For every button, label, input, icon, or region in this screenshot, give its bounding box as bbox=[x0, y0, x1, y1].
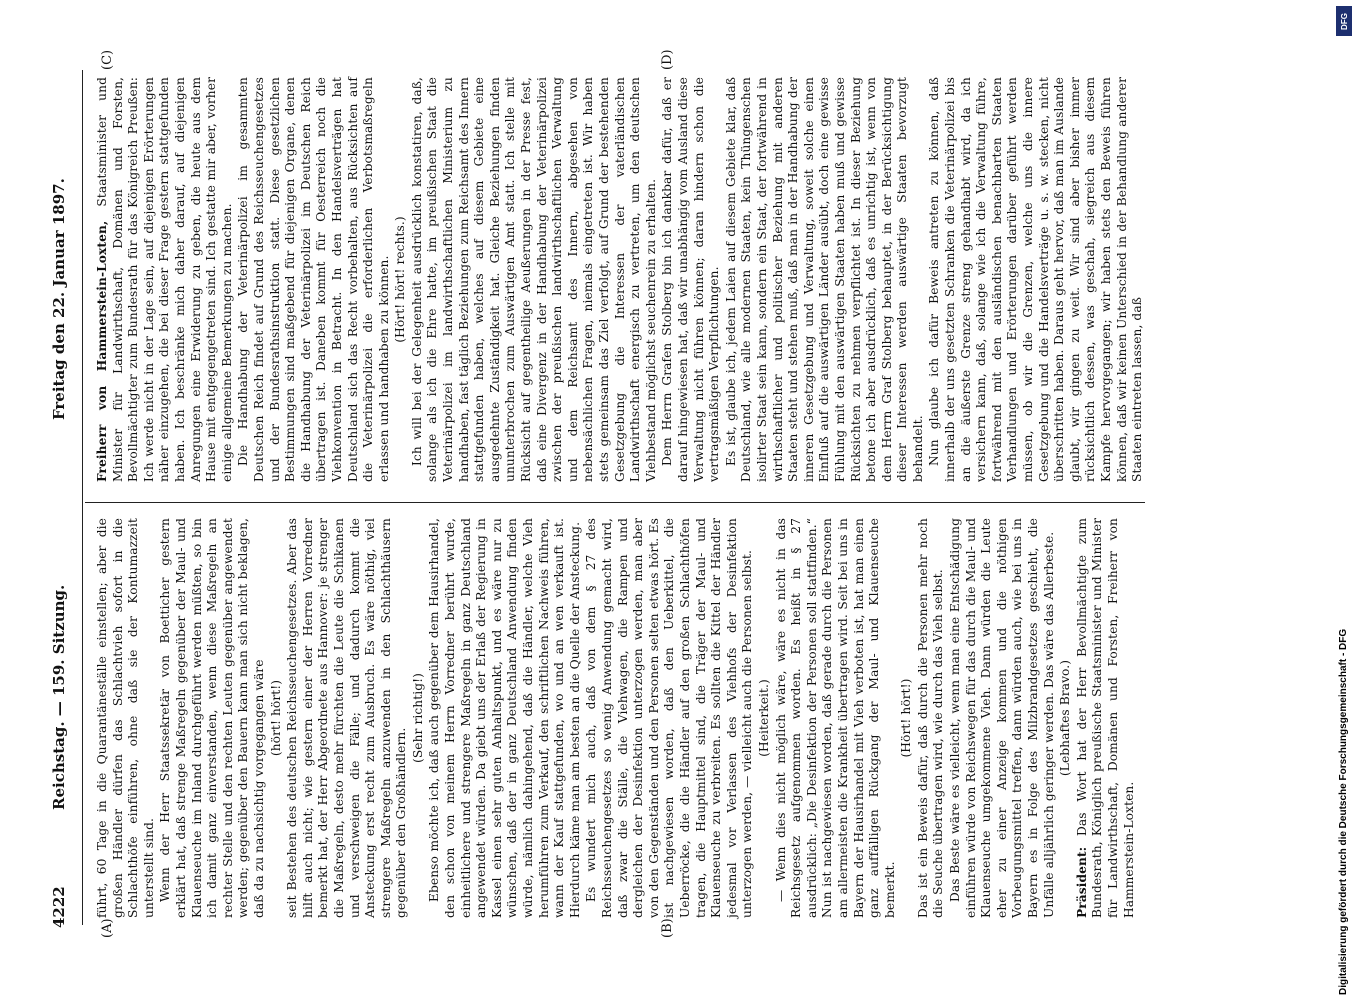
paragraph: Wenn der Herr Staatssekretär von Boetticher gestern erklärt hat, daß strenge Maßregeln gegenüber der Maul- und Klauenseuche im Inland durchgeführt werden müßten, so bin ich damit ganz einverstanden, wenn diese Maßregeln an rechter Stelle und den rechten Leuten gegenüber angewendet werden; gegenüber den Bauern kann man sich nicht beklagen, daß da zu nachsichtig vorgegangen wäre bbox=[158, 518, 266, 918]
speech-text: Das Wort hat der Herr Bevollmächtigte zum Bundesrath, Königlich preußische Staatsminister und Minister für Landwirthschaft, Domänen und Forsten, Freiherr von Hammerstein-Loxten. bbox=[1074, 518, 1136, 918]
paragraph: seit Bestehen des deutschen Reichsseuchengesetzes. Aber das hilft auch nicht; wie gestern einer der Herren Vorredner bemerkt hat, der Herr Abgeordnete aus Hannover: je strenger die Maßregeln, desto mehr fürchten die Leute die Schikanen und verschweigen die Fälle; und dadurch kommt die Ansteckung erst recht zum Ausbruch. Es wäre nöthig, viel strengere Maßregeln anzuwenden in den Schlachthäusern gegenüber den Großhändlern. bbox=[285, 518, 409, 918]
dfg-logo-text: DFG bbox=[1339, 12, 1349, 30]
page-header bbox=[40, 60, 80, 940]
margin-marker-a: (A) bbox=[100, 918, 115, 938]
header-left-title: Reichstag. — 159. Sitzung. bbox=[50, 584, 68, 810]
digitization-footer bbox=[1338, 10, 1352, 995]
paragraph: Ich will bei der Gelegenheit ausdrücklich konstatiren, daß, solange als ich die Ehre hatte, im preußischen Staat die Veterinärpolizei im landwirthschaftlichen Ministerium zu handhaben, fast täglich Beziehungen zum Reichsamt des Innern stattgefunden haben, welches auf diesem Gebiete eine ausgedehnte Zuständigkeit hat. Gleiche Beziehungen finden ununterbrochen zum Auswärtigen Amt statt. Ich stelle mit Rücksicht auf gegentheilige Aeußerungen in der Presse fest, daß eine Divergenz in der Handhabung der Veterinärpolizei zwischen der preußischen landwirthschaftlichen Verwaltung und dem Reichsamt des Innern, abgesehen von nebensächlichen Fragen, niemals eingetreten ist. Wir haben stets gemeinsam das Ziel verfolgt, auf Grund der bestehenden Gesetzgebung die Interessen der vaterländischen Landwirthschaft energisch zu vertreten, um den deutschen Viehbestand möglichst seuchenrein zu erhalten. bbox=[409, 77, 658, 482]
paragraph: (Hört! hört! rechts.) bbox=[393, 216, 408, 343]
margin-marker-d: (D) bbox=[660, 49, 675, 70]
paragraph: Nun glaube ich dafür Beweis antreten zu können, daß innerhalb der uns gesetzten Schranken die Veterinärpolizei bis an die äußerste Grenze streng gehandhabt wird, da ich versichern kann, daß, solange wie ich die Verwaltung führe, fortwährend mit den ausländischen benachbarten Staaten Verhandlungen und Erörterungen darüber geführt werden müssen, ob wir die Grenzen, welche uns die innere Gesetzgebung und die Handelsverträge u. s. w. stecken, nicht überschritten haben. Daraus geht hervor, daß man im Auslande glaubt, wir gingen zu weit. Wir sind aber bisher immer rücksichtlich dessen, was geschah, siegreich aus diesem Kampfe hervorgegangen; wir haben stets den Beweis führen können, daß wir keinen Unterschied in der Behandlung anderer Staaten eintreten lassen, daß bbox=[927, 77, 1145, 482]
paragraph: Dem Herrn Grafen Stolberg bin ich dankbar dafür, daß er darauf hingewiesen hat, daß wir unabhängig vom Ausland diese Verwaltung nicht führen können; daran hindern schon die vertragsmäßigen Verpflichtungen. bbox=[660, 77, 722, 482]
paragraph: (Sehr richtig!) bbox=[410, 673, 425, 764]
paragraph: Das ist ein Beweis dafür, daß durch die Personen mehr noch die Seuche übertragen wird, wie durch das Vieh selbst. bbox=[915, 518, 946, 918]
paragraph: Es ist, glaube ich, jedem Laien auf diesem Gebiete klar, daß Deutschland, wie alle modernen Staaten, kein Thüngenschen isolirter Staat sein kann, sondern ein Staat, der fortwährend in wirthschaftlicher und politischer Beziehung mit anderen Staaten steht und stehen muß, daß man in der Handhabung der inneren Gesetzgebung und Verwaltung, soweit solche einen Einfluß auf die auswärtigen Länder ausübt, doch eine gewisse Fühlung mit den auswärtigen Staaten haben muß und gewisse Rücksichten zu nehmen verpflichtet ist. In dieser Beziehung betone ich aber ausdrücklich, daß es unrichtig ist, wenn von dem Herrn Graf Stolberg behauptet, in der Berücksichtigung dieser Interessen werden auswärtige Staaten bevorzugt behandelt. bbox=[723, 77, 925, 482]
paragraph: führt, 60 Tage in die Quarantäneställe einstellen; aber die großen Händler dürfen das Schlachtvieh sofort in die Schlachthöfe einführen, ohne daß sie der Kontumazzeit unterstellt sind. bbox=[95, 518, 156, 918]
paragraph: — Wenn dies nicht möglich wäre, wäre es nicht in das Reichsgesetz aufgenommen worden. Es heißt in § 27 ausdrücklich: „Die Desinfektion der Personen soll stattfinden.“ Nun ist nachgewiesen worden, daß gerade durch die Personen am allermeisten die Krankheit übertragen wird. Seit bei uns in Bayern der Hausirhandel mit Vieh verboten ist, hat man einen ganz auffälligen Rückgang der Maul- und Klauenseuche bemerkt. bbox=[773, 518, 897, 918]
margin-marker-c: (C) bbox=[100, 49, 115, 70]
footer-credit-text: Digitalisierung gefördert durch die Deutsche Forschungsgemeinschaft - DFG bbox=[1338, 628, 1349, 995]
paragraph: (hört! hört!) bbox=[268, 679, 283, 757]
paragraph bbox=[1075, 518, 1137, 918]
speaker-name: Freiherr von Hammerstein-Loxten, bbox=[95, 220, 109, 482]
paragraph: Das Beste wäre es vielleicht, wenn man eine Entschädigung einführen würde von Reichswegen für das durch die Maul- und Klauenseuche umgekommene Vieh. Dann würden die Leute eher zu einer Anzeige kommen und die nöthigen Vorbeugungsmittel treffen, dann würden auch, wie bei uns in Bayern es in Folge des Milzbrandgesetzes geschieht, die Unfälle alljährlich geringer werden. Das wäre das Allerbeste. bbox=[948, 518, 1056, 918]
page-number: 4222 bbox=[50, 886, 68, 928]
left-text-column bbox=[95, 518, 1138, 918]
paragraph: (Lebhaftes Bravo.) bbox=[1058, 659, 1073, 777]
column-divider bbox=[85, 502, 1145, 503]
margin-marker-b: (B) bbox=[660, 918, 675, 938]
right-text-column bbox=[95, 77, 1147, 482]
paragraph: Es wundert mich auch, daß von dem § 27 des Reichsseuchengesetzes so wenig Anwendung gemacht wird, daß zwar die Ställe, die Viehwagen, die Rampen und dergleichen der Desinfektion unterzogen werden, man aber von den Gegenständen und den Personen selten etwas hört. Es ist nachgewiesen worden, daß den Ueberkittel, die Ueberröcke, die die Händler auf den großen Schlachthöfen tragen, die Hauptmittel sind, die Träger der Maul- und Klauenseuche zu verbreiten. Es sollten die Kittel der Händler jedesmal vor Verlassen des Viehhofs der Desinfektion unterzogen werden, — vielleicht auch die Personen selbst. bbox=[584, 518, 755, 918]
paragraph: Ebenso möchte ich, daß auch gegenüber dem Hausirhandel, den schon von meinem Herrn Vorredner berührt wurde, einheitlichere und strengere Maßregeln in ganz Deutschland angewendet würden. Da giebt uns der Erlaß der Regierung in Kassel einen sehr guten Anhaltspunkt, und es wäre nur zu wünschen, daß der in ganz Deutschland Anwendung finden würde, nämlich dahingehend, daß die Händler, welche Vieh herumführen zum Verkauf, den schriftlichen Nachweis führen, wann der Kauf stattgefunden, wo und an wen verkauft ist. Hierdurch käme man am besten an die Quelle der Ansteckung. bbox=[427, 518, 582, 918]
dfg-logo bbox=[1336, 6, 1352, 36]
paragraph: Die Handhabung der Veterinärpolizei im gesammten Deutschen Reich findet auf Grund des Reichsseuchengesetzes und der Bundesrathsinstruktion statt. Diese gesetzlichen Bestimmungen sind maßgebend für diejenigen Organe, denen die Handhabung der Veterinärpolizei im Deutschen Reich übertragen ist. Daneben kommt für Oesterreich noch die Viehkonvention in Betracht. In den Handelsverträgen hat Deutschland sich das Recht vorbehalten, aus Rücksichten auf die Veterinärpolizei die erforderlichen Verbotsmaßregeln erlassen und handhaben zu können. bbox=[236, 77, 391, 482]
speaker-name: Präsident: bbox=[1074, 846, 1089, 918]
speech-text: Staatsminister und Minister für Landwirthschaft, Domänen und Forsten, Bevollmächtigter zum Bundesrath für das Königreich Preußen: Ich werde nicht in der Lage sein, auf diejenigen Erörterungen näher einzugehen, die bei dieser Frage gestern stattgefunden haben. Ich beschränke mich daher darauf, auf diejenigen Anregungen eine Erwiderung zu geben, die heute aus dem Hause mit entgegengetreten sind. Ich gestatte mir aber, vorher einige allgemeine Bemerkungen zu machen. bbox=[95, 77, 234, 482]
header-right-title: Freitag den 22. Januar 1897. bbox=[50, 178, 68, 420]
header-rule bbox=[82, 70, 83, 925]
paragraph bbox=[95, 77, 235, 482]
paragraph: (Heiterkeit.) bbox=[756, 679, 771, 757]
paragraph: (Hört! hört!) bbox=[899, 678, 914, 758]
